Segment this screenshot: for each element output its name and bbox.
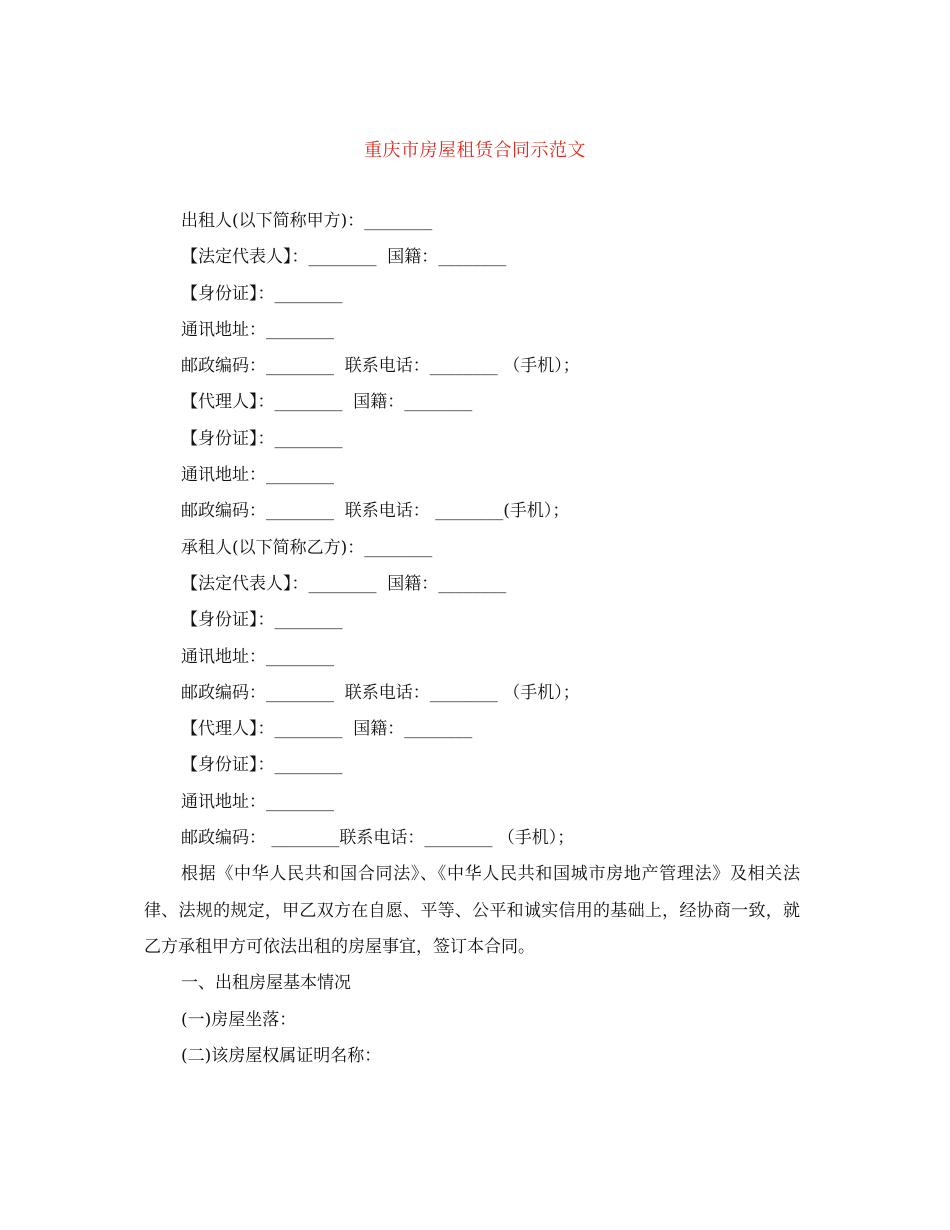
- lessor-line: 出租人(以下简称甲方)：________: [181, 211, 433, 231]
- lessor-agent-line: 【代理人】：________ 国籍：________: [181, 392, 473, 413]
- section-heading: 一、出租房屋基本情况: [181, 973, 351, 994]
- item-location: (一)房屋坐落：: [181, 1009, 297, 1030]
- document-body: [144, 203, 804, 1074]
- lessor-agent-id-line: 【身份证】：________: [181, 428, 343, 449]
- lessee-legal-rep-line: 【法定代表人】：________ 国籍：________: [181, 573, 507, 594]
- lessee-line: 承租人(以下简称乙方)：________: [181, 537, 433, 558]
- lessee-agent-id-line: 【身份证】：________: [181, 755, 343, 776]
- lessee-id-line: 【身份证】：________: [181, 610, 343, 631]
- lessor-agent-address-line: 通讯地址：________: [181, 465, 334, 486]
- lessee-postcode-phone-line: 邮政编码：________ 联系电话：________ （手机）；: [181, 682, 580, 703]
- lessor-agent-postcode-phone-line: 邮政编码：________ 联系电话： ________(手机）；: [181, 501, 570, 522]
- basis-paragraph: 根据《中华人民共和国合同法》、《中华人民共和国城市房地产管理法》及相关法律、法规的规定，甲乙双方在自愿、平等、公平和诚实信用的基础上，经协商一致，就乙方承租甲方可依法出租的房屋事宜，签订本合同。: [144, 864, 800, 957]
- document-title: 重庆市房屋租赁合同示范文: [364, 140, 586, 161]
- lessee-agent-postcode-phone-line: 邮政编码： ________联系电话：________ （手机）；: [181, 828, 575, 849]
- lessor-legal-rep-line: 【法定代表人】：________ 国籍：________: [181, 247, 507, 268]
- item-ownership-certificate: (二)该房屋权属证明名称：: [181, 1045, 382, 1066]
- lessor-address-line: 通讯地址：________: [181, 319, 334, 340]
- lessor-id-line: 【身份证】：________: [181, 283, 343, 304]
- lessor-postcode-phone-line: 邮政编码：________ 联系电话：________ （手机）；: [181, 356, 580, 377]
- lessee-address-line: 通讯地址：________: [181, 646, 334, 667]
- lessee-agent-address-line: 通讯地址：________: [181, 791, 334, 812]
- lessee-agent-line: 【代理人】：________ 国籍：________: [181, 719, 473, 740]
